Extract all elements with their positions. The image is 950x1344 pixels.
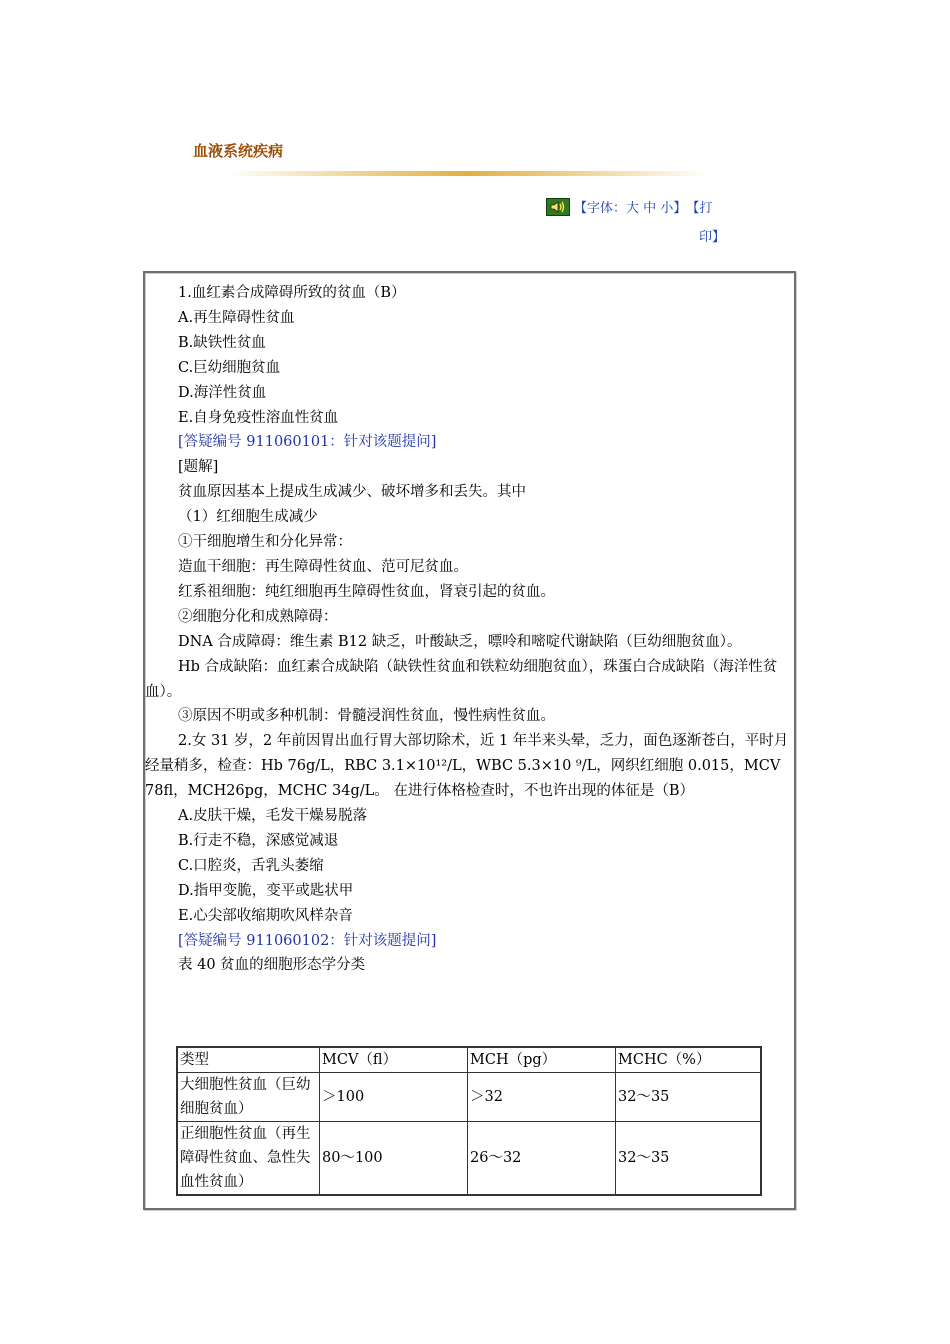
table-cell: 32～35	[616, 1073, 762, 1122]
explanation-line: ①干细胞增生和分化异常：	[178, 534, 352, 551]
question-2-ask-link[interactable]: [答疑编号 911060102：针对该题提问]	[178, 932, 437, 949]
explanation-line: 贫血原因基本上提成生成减少、破坏增多和丢失。其中	[178, 484, 526, 501]
anemia-classification-table	[176, 1046, 762, 1196]
question-2-option-e: E.心尖部收缩期吹风样杂音	[178, 907, 353, 924]
table-header-cell: MCH（pg）	[468, 1047, 616, 1073]
question-2-option-d: D.指甲变脆，变平或匙状甲	[178, 882, 354, 899]
question-2-option-c: C.口腔炎，舌乳头萎缩	[178, 857, 324, 874]
question-2-option-b: B.行走不稳，深感觉减退	[178, 832, 339, 849]
explanation-line: （1）红细胞生成减少	[178, 509, 318, 526]
question-2-stem: 2.女 31 岁，2 年前因胃出血行胃大部切除术，近 1 年半来头晕，乏力，面色逐渐苍白，平时月经量稍多，检查：Hb 76g/L，RBC 3.1×10¹²/L，WBC 5.3×10 ⁹/L，网织红细胞 0.015，MCV 78fl，MCH26pg，MCHC 34g/L。 在进行体格检查时，不也许出现的体征是（B）	[145, 733, 789, 800]
table-cell: 大细胞性贫血（巨幼细胞贫血）	[177, 1073, 320, 1122]
table-cell: ＞32	[468, 1073, 616, 1122]
table-header-cell: 类型	[177, 1047, 320, 1073]
table-header-cell: MCHC（%）	[616, 1047, 762, 1073]
font-size-label: 【字体：	[574, 201, 627, 216]
table-caption: 表 40 贫血的细胞形态学分类	[178, 957, 366, 974]
explanation-line: ③原因不明或多种机制：骨髓浸润性贫血，慢性病性贫血。	[178, 708, 555, 725]
question-1-option-d: D.海洋性贫血	[178, 384, 267, 401]
print-link[interactable]: 【打	[686, 201, 713, 216]
explanation-line: 造血干细胞：再生障碍性贫血、范可尼贫血。	[178, 558, 468, 575]
question-content	[145, 281, 794, 978]
table-cell: 32～35	[616, 1122, 762, 1196]
title-divider	[228, 171, 708, 176]
font-medium-link[interactable]: 中	[643, 201, 657, 216]
explanation-line: DNA 合成障碍：维生素 B12 缺乏，叶酸缺乏，嘌呤和嘧啶代谢缺陷（巨幼细胞贫血）。	[178, 633, 742, 650]
explanation-label: [题解]	[178, 459, 219, 476]
table-row	[177, 1073, 761, 1122]
table-row	[177, 1122, 761, 1196]
table-cell: 80～100	[320, 1122, 468, 1196]
explanation-line: 红系祖细胞：纯红细胞再生障碍性贫血，肾衰引起的贫血。	[178, 583, 555, 600]
question-1-option-e: E.自身免疫性溶血性贫血	[178, 409, 339, 426]
table-cell: ＞100	[320, 1073, 468, 1122]
table-header-row	[177, 1047, 761, 1073]
font-size-close: 】	[673, 201, 687, 216]
print-link-continued[interactable]: 印】	[699, 230, 726, 245]
question-1-stem: 1.血红素合成障碍所致的贫血（B）	[178, 285, 406, 301]
page-title: 血液系统疾病	[193, 142, 284, 160]
table-cell: 26～32	[468, 1122, 616, 1196]
speaker-icon[interactable]	[546, 198, 570, 216]
table-cell: 正细胞性贫血（再生障碍性贫血、急性失血性贫血）	[177, 1122, 320, 1196]
explanation-line: ②细胞分化和成熟障碍：	[178, 608, 338, 625]
table-header-cell: MCV（fl）	[320, 1047, 468, 1073]
question-1-option-b: B.缺铁性贫血	[178, 334, 266, 351]
question-1-option-a: A.再生障碍性贫血	[178, 309, 295, 326]
font-small-link[interactable]: 小	[660, 201, 674, 216]
font-large-link[interactable]: 大	[626, 201, 640, 216]
question-1-option-c: C.巨幼细胞贫血	[178, 359, 281, 376]
question-2-option-a: A.皮肤干燥，毛发干燥易脱落	[178, 808, 368, 825]
font-print-toolbar	[546, 197, 746, 245]
explanation-line: Hb 合成缺陷：血红素合成缺陷（缺铁性贫血和铁粒幼细胞贫血），珠蛋白合成缺陷（海洋性贫血）。	[145, 658, 778, 700]
question-1-ask-link[interactable]: [答疑编号 911060101：针对该题提问]	[178, 434, 437, 451]
